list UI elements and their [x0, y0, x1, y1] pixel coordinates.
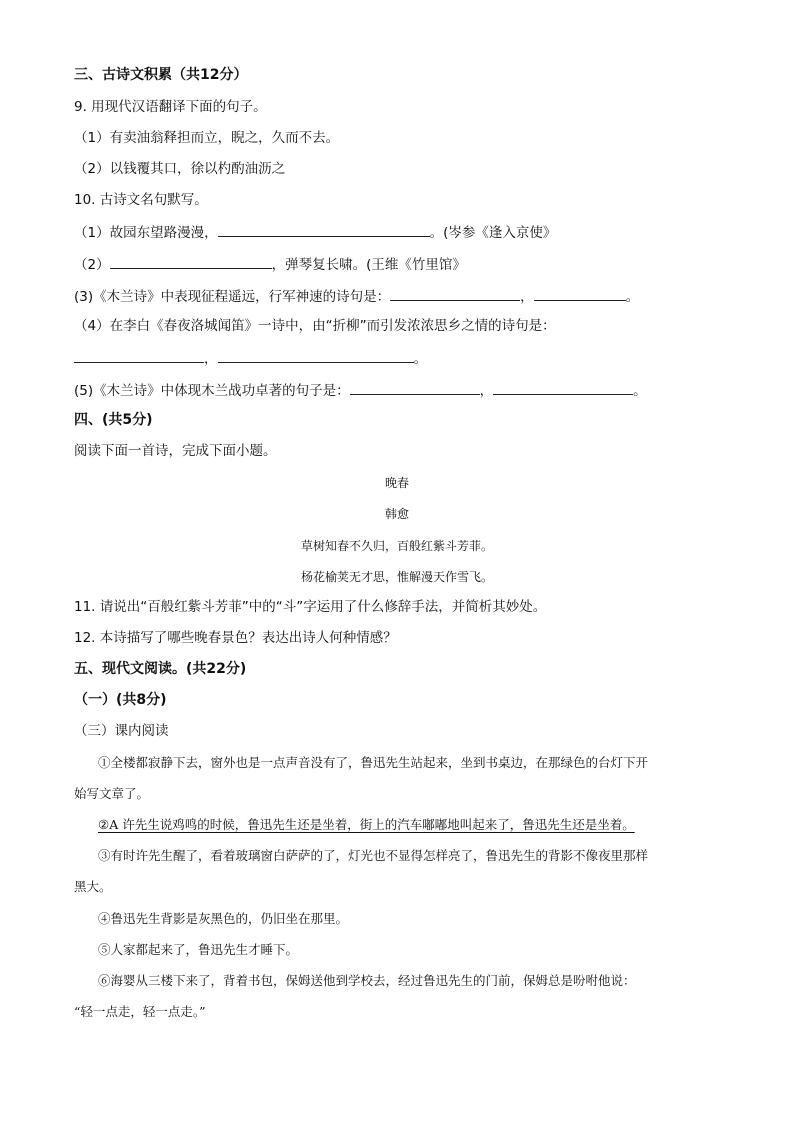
- question-10-item-5: [74, 380, 647, 400]
- poem-line-2: 杨花榆荚无才思，惟解漫天作雪飞。: [300, 570, 493, 584]
- question-10-item-1: [74, 222, 556, 242]
- paragraph-2-underlined: ②A 许先生说鸡鸣的时候，鲁迅先生还是坐着，街上的汽车嘟嘟地叫起来了，鲁迅先生还是坐着。: [98, 817, 635, 832]
- answer-blank[interactable]: [218, 348, 414, 363]
- section-4-title: 四、(共5分): [74, 412, 153, 428]
- answer-blank[interactable]: [390, 286, 520, 301]
- question-9-item-2: （2）以钱覆其口，徐以杓酌油沥之: [74, 161, 286, 177]
- item-4-end: 。: [413, 351, 427, 367]
- item-3-end: 。: [625, 289, 640, 305]
- poem-title: 晚春: [384, 476, 409, 490]
- item-3-separator: ，: [520, 289, 534, 305]
- question-9-item-1: （1）有卖油翁释担而立，睨之，久而不去。: [74, 130, 340, 146]
- paragraph-1-line-2: 始写文章了。: [74, 786, 150, 801]
- item-2-prefix: （2）: [74, 257, 110, 273]
- question-9-stem: 9. 用现代汉语翻译下面的句子。: [74, 99, 267, 115]
- subsection-1-title: （一）(共8分): [74, 692, 167, 708]
- answer-blank[interactable]: [218, 222, 430, 237]
- item-2-suffix: ，弹琴复长啸。(王维《竹里馆》: [271, 257, 466, 273]
- section-5-title: 五、现代文阅读。(共22分): [74, 661, 247, 677]
- paragraph-3-line-2: 黑大。: [74, 879, 112, 894]
- paragraph-4: ④鲁迅先生背影是灰黑色的，仍旧坐在那里。: [98, 911, 349, 926]
- question-10-item-4-text: （4）在李白《春夜洛城闻笛》一诗中，由“折柳”而引发浓浓思乡之情的诗句是：: [74, 318, 556, 334]
- section-3-title: 三、古诗文积累（共12分）: [74, 67, 248, 83]
- paragraph-3-line-1: ③有时许先生醒了，看着玻璃窗白萨萨的了，灯光也不显得怎样亮了，鲁迅先生的背影不像夜里那样: [98, 848, 649, 863]
- item-5-end: 。: [633, 383, 647, 399]
- question-10-stem: 10. 古诗文名句默写。: [74, 192, 208, 208]
- question-10-item-2: [74, 254, 466, 274]
- poem-author: 韩愈: [384, 507, 409, 521]
- item-5-separator: ，: [479, 383, 494, 399]
- paragraph-1-line-1: ①全楼都寂静下去，窗外也是一点声音没有了，鲁迅先生站起来，坐到书桌边，在那绿色的台灯下开: [98, 755, 649, 770]
- item-1-prefix: （1）故园东望路漫漫，: [74, 225, 218, 241]
- item-5-prefix: (5)《木兰诗》中体现木兰战功卓著的句子是：: [74, 383, 350, 399]
- item-1-suffix: 。(岑参《逢入京使》: [429, 225, 557, 241]
- poem-line-1: 草树知春不久归，百般红紫斗芳菲。: [300, 539, 493, 553]
- section-4-intro: 阅读下面一首诗，完成下面小题。: [74, 443, 277, 459]
- answer-blank[interactable]: [350, 380, 480, 395]
- question-11: 11. 请说出“百般红紫斗芳菲”中的“斗”字运用了什么修辞手法，并简析其妙处。: [74, 599, 547, 615]
- answer-blank[interactable]: [534, 286, 626, 301]
- paragraph-6-line-1: ⑥海婴从三楼下来了，背着书包，保姆送他到学校去，经过鲁迅先生的门前，保姆总是吩咐他说：: [98, 973, 636, 988]
- paragraph-6-line-2: “轻一点走，轻一点走。”: [74, 1004, 206, 1019]
- item-4-separator: ，: [204, 351, 218, 367]
- question-10-item-4-answers: [74, 348, 427, 368]
- question-12: 12. 本诗描写了哪些晚春景色？表达出诗人何种情感？: [74, 630, 397, 646]
- question-10-item-3: [74, 286, 639, 306]
- item-3-prefix: (3)《木兰诗》中表现征程遥远，行军神速的诗句是：: [74, 289, 391, 305]
- subsection-3-title: （三）课内阅读: [74, 723, 169, 739]
- paragraph-5: ⑤人家都起来了，鲁迅先生才睡下。: [98, 942, 299, 957]
- answer-blank[interactable]: [110, 254, 272, 269]
- answer-blank[interactable]: [493, 380, 633, 395]
- answer-blank[interactable]: [74, 348, 204, 363]
